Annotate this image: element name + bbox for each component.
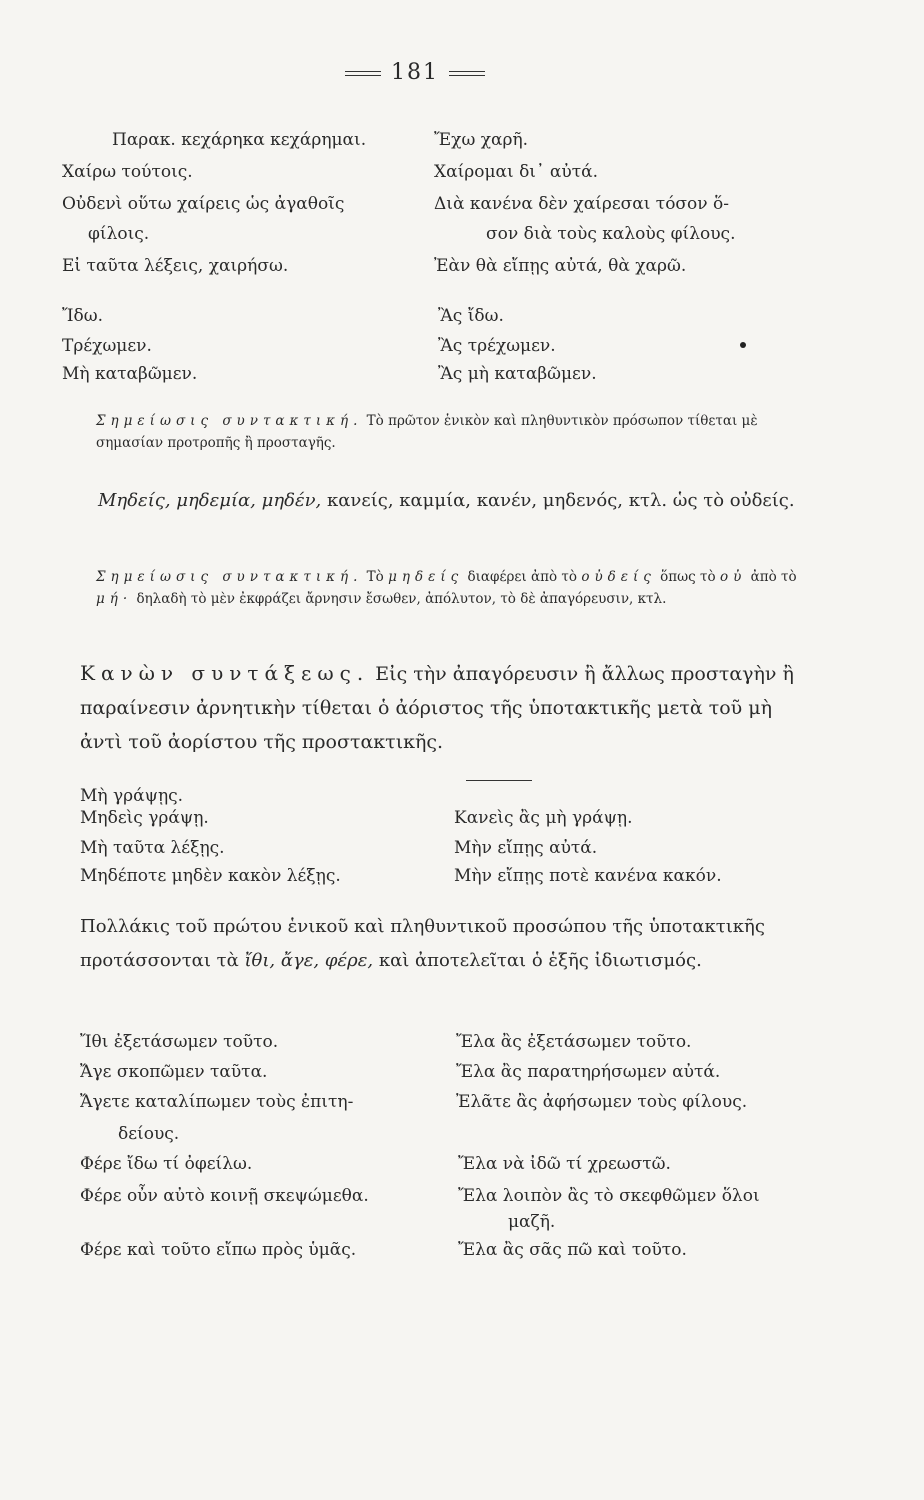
ancient-phrase: Εἰ ταῦτα λέξεις, χαιρήσω.: [62, 256, 289, 276]
modern-phrase: Διὰ κανένα δὲν χαίρεσαι τόσον ὅ-: [434, 194, 729, 214]
syntax-note: Σημείωσις συντακτική. Τὸ μηδείς διαφέρει ἀπὸ τὸ οὐδείς ὅπως τὸ οὐ ἀπὸ τὸ μή· δηλαδὴ τὸ μὲν ἐκφράζει ἄρνησιν ἔσωθεν, ἀπόλυτον, τὸ δὲ ἀπαγόρευσιν, κτλ.: [96, 569, 797, 607]
ancient-phrase: Παρακ. κεχάρηκα κεχάρημαι.: [112, 130, 367, 150]
modern-phrase: Ἂς ἴδω.: [438, 306, 504, 326]
rule-heading: Κανὼν συντάξεως.: [80, 661, 370, 685]
syntax-note: [96, 410, 816, 454]
ancient-phrase: Φέρε ἴδω τί ὀφείλω.: [80, 1154, 253, 1174]
ancient-phrase: Ἴθι ἐξετάσωμεν τοῦτο.: [80, 1032, 279, 1052]
page-number: 181: [0, 60, 830, 85]
note-text: Τὸ πρῶτον ἑνικὸν καὶ πληθυντικὸν πρόσωπον τίθεται μὲ σημασίαν προτροπῆς ἢ προσταγῆς.: [96, 413, 758, 451]
paragraph: Πολλάκις τοῦ πρώτου ἑνικοῦ καὶ πληθυντικοῦ προσώπου τῆς ὑποτακτικῆς προτάσσονται τὰ ἴθι, ἄγε, φέρε, καὶ ἀποτελεῖται ὁ ἑξῆς ἰδιωτισμός.: [80, 916, 765, 971]
modern-phrase: Ἂς μὴ καταβῶμεν.: [438, 364, 597, 384]
modern-phrase: Ἔλα νὰ ἰδῶ τί χρεωστῶ.: [458, 1154, 671, 1174]
pronoun-list: Μηδείς, μηδεμία, μηδέν,: [98, 490, 322, 511]
ancient-phrase: Μηδέποτε μηδὲν κακὸν λέξῃς.: [80, 866, 341, 886]
modern-phrase: Ἐὰν θὰ εἴπῃς αὐτά, θὰ χαρῶ.: [434, 256, 687, 276]
ancient-phrase: δείους.: [118, 1124, 180, 1144]
modern-phrase: μαζῆ.: [508, 1212, 556, 1232]
ancient-phrase: Ἄγε σκοπῶμεν ταῦτα.: [80, 1062, 268, 1082]
ancient-phrase: Μὴ γράψῃς.: [80, 786, 184, 806]
modern-phrase: Ἔχω χαρῆ.: [434, 130, 529, 150]
modern-phrase: Ἔλα ἂς παρατηρήσωμεν αὐτά.: [456, 1062, 721, 1082]
imperative-list: ἴθι, ἄγε, φέρε,: [244, 950, 374, 971]
modern-phrase: Μὴν εἴπῃς αὐτά.: [454, 838, 598, 858]
modern-phrase: Ἔλα λοιπὸν ἂς τὸ σκεφθῶμεν ὅλοι: [458, 1186, 760, 1206]
modern-phrase: Μὴν εἴπῃς ποτὲ κανένα κακόν.: [454, 866, 722, 886]
ancient-phrase: Χαίρω τούτοις.: [62, 162, 193, 182]
rule-paragraph: [80, 656, 820, 759]
modern-phrase: σον διὰ τοὺς καλοὺς φίλους.: [486, 224, 736, 244]
ancient-phrase: Ἴδω.: [62, 306, 104, 326]
decorative-rule: [449, 71, 485, 76]
ancient-phrase: Τρέχωμεν.: [62, 336, 152, 356]
ancient-phrase: Φέρε οὖν αὐτὸ κοινῇ σκεψώμεθα.: [80, 1186, 369, 1206]
ancient-phrase: Οὐδενὶ οὕτω χαίρεις ὡς ἀγαθοῖς: [62, 194, 345, 214]
decorative-rule: [345, 71, 381, 76]
ancient-phrase: Μηδεὶς γράψῃ.: [80, 808, 209, 828]
ancient-phrase: Μὴ ταῦτα λέξῃς.: [80, 838, 225, 858]
modern-phrase: Χαίρομαι δι᾽ αὐτά.: [434, 162, 598, 182]
column-divider: [466, 780, 532, 781]
paragraph-text: Εἰς τὴν ἀπαγόρευσιν ἢ ἄλλως προσταγὴν ἢ παραίνεσιν ἀρνητικὴν τίθεται ὁ ἀόριστος τῆς ὑποτακτικῆς μετὰ τοῦ μὴ ἀντὶ τοῦ ἀορίστου τῆς προστακτικῆς.: [80, 663, 794, 753]
note-heading: Σημείωσις συντακτική.: [96, 569, 363, 585]
ancient-phrase: Φέρε καὶ τοῦτο εἴπω πρὸς ὑμᾶς.: [80, 1240, 357, 1260]
paragraph: [98, 486, 818, 516]
ancient-phrase: Ἄγετε καταλίπωμεν τοὺς ἐπιτη-: [80, 1092, 354, 1112]
ancient-phrase: φίλοις.: [88, 224, 150, 244]
ancient-phrase: Μὴ καταβῶμεν.: [62, 364, 198, 384]
modern-phrase: Ἂς τρέχωμεν.: [438, 336, 556, 356]
modern-phrase: Ἔλα ἂς ἐξετάσωμεν τοῦτο.: [456, 1032, 692, 1052]
paragraph-text: κανείς, καμμία, κανέν, μηδενός, κτλ. ὡς τὸ οὐδείς.: [327, 490, 795, 511]
note-heading: Σημείωσις συντακτική.: [96, 413, 363, 429]
modern-phrase: Ἐλᾶτε ἂς ἀφήσωμεν τοὺς φίλους.: [456, 1092, 748, 1112]
modern-phrase: Ἔλα ἂς σᾶς πῶ καὶ τοῦτο.: [458, 1240, 687, 1260]
modern-phrase: Κανεὶς ἂς μὴ γράψῃ.: [454, 808, 633, 828]
ink-dot: [740, 342, 746, 348]
